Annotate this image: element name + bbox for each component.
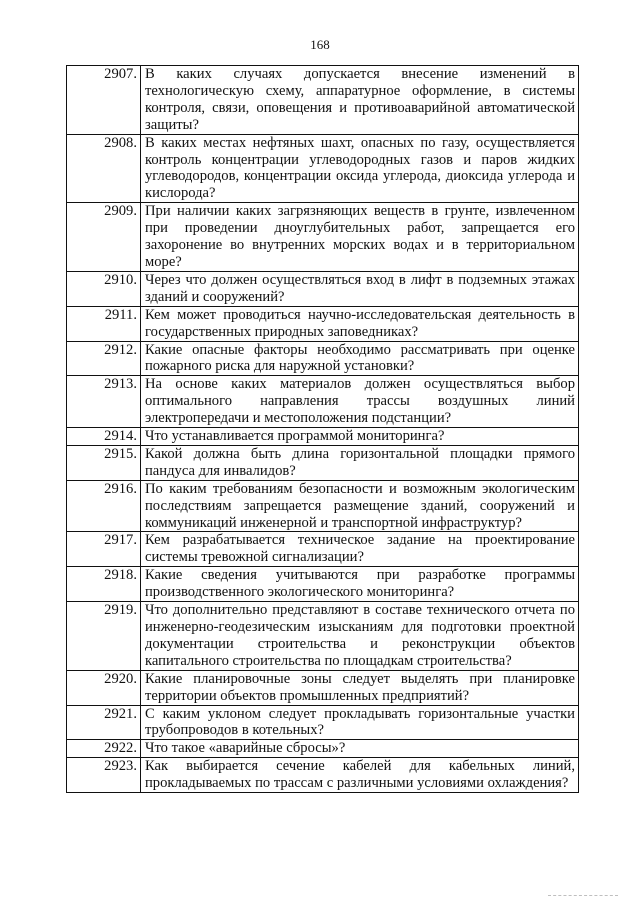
table-row [67,428,579,446]
question-number: 2916. [67,480,141,532]
table-row [67,271,579,306]
question-number: 2921. [67,705,141,740]
table-row [67,740,579,758]
question-number: 2907. [67,66,141,135]
question-text: Как выбирается сечение кабелей для кабельных линий, прокладываемых по трассам с различными условиями охлаждения? [141,758,579,793]
question-number: 2923. [67,758,141,793]
table-row [67,341,579,376]
table-row [67,705,579,740]
question-number: 2914. [67,428,141,446]
question-text: Какой должна быть длина горизонтальной площадки прямого пандуса для инвалидов? [141,445,579,480]
questions-table-body [67,66,579,793]
question-number: 2911. [67,306,141,341]
question-text: Что дополнительно представляют в составе технического отчета по инженерно-геодезическим изысканиям для подготовки проектной документации строительства и реконструкции объектов капитального строительства по площадкам строительства? [141,602,579,671]
table-row [67,670,579,705]
table-row [67,445,579,480]
question-text: По каким требованиям безопасности и возможным экологическим последствиям запрещается размещение зданий, сооружений и коммуникаций инженерной и транспортной инфраструктур? [141,480,579,532]
question-text: Какие планировочные зоны следует выделять при планировке территории объектов промышленных предприятий? [141,670,579,705]
table-row [67,567,579,602]
question-text: С каким уклоном следует прокладывать горизонтальные участки трубопроводов в котельных? [141,705,579,740]
question-text: Что такое «аварийные сбросы»? [141,740,579,758]
table-row [67,203,579,272]
scan-artifact [548,895,618,897]
table-row [67,532,579,567]
question-text: Через что должен осуществляться вход в лифт в подземных этажах зданий и сооружений? [141,271,579,306]
question-number: 2909. [67,203,141,272]
question-text: В каких случаях допускается внесение изменений в технологическую схему, аппаратурное оформление, в системы контроля, связи, оповещения и противоаварийной автоматической защиты? [141,66,579,135]
question-text: Что устанавливается программой мониторинга? [141,428,579,446]
table-row [67,480,579,532]
question-number: 2920. [67,670,141,705]
question-text: Какие опасные факторы необходимо рассматривать при оценке пожарного риска для наружной установки? [141,341,579,376]
question-text: При наличии каких загрязняющих веществ в грунте, извлеченном при проведении дноуглубительных работ, запрещается его захоронение во внутренних морских водах и в территориальном море? [141,203,579,272]
table-row [67,134,579,203]
question-text: В каких местах нефтяных шахт, опасных по газу, осуществляется контроль концентрации углеводородных газов и паров жидких углеводородов, концентрации оксида углерода, диоксида углерода и кислорода? [141,134,579,203]
question-number: 2913. [67,376,141,428]
question-text: Кем разрабатывается техническое задание на проектирование системы тревожной сигнализации? [141,532,579,567]
question-number: 2915. [67,445,141,480]
question-text: На основе каких материалов должен осуществляться выбор оптимального направления трассы воздушных линий электропередачи и местоположения подстанции? [141,376,579,428]
page-number: 168 [310,37,330,52]
table-row [67,758,579,793]
question-number: 2922. [67,740,141,758]
question-number: 2919. [67,602,141,671]
table-row [67,602,579,671]
question-number: 2918. [67,567,141,602]
question-text: Кем может проводиться научно-исследовательская деятельность в государственных природных заповедниках? [141,306,579,341]
question-text: Какие сведения учитываются при разработке программы производственного экологического мониторинга? [141,567,579,602]
table-row [67,306,579,341]
question-number: 2910. [67,271,141,306]
table-row [67,66,579,135]
question-number: 2917. [67,532,141,567]
question-number: 2908. [67,134,141,203]
question-number: 2912. [67,341,141,376]
table-row [67,376,579,428]
questions-table [66,65,579,793]
